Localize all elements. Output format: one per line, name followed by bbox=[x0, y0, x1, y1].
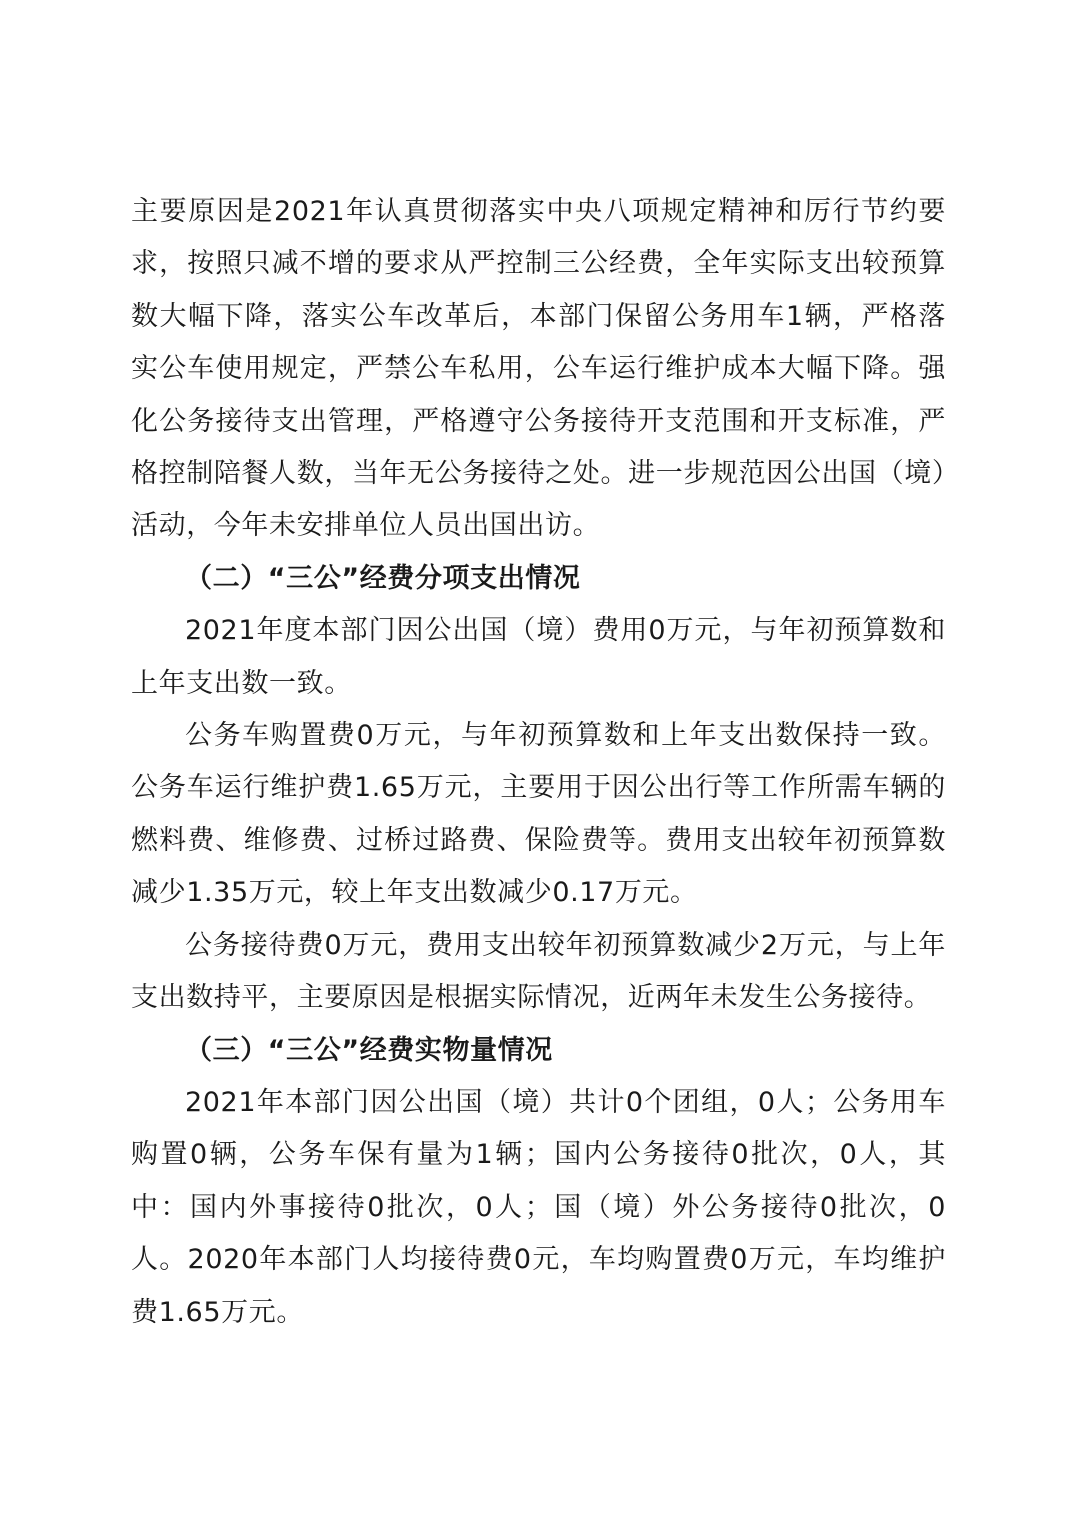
paragraph-overseas-travel: 2021年度本部门因公出国（境）费用0万元，与年初预算数和上年支出数一致。 bbox=[131, 615, 946, 699]
paragraph-physical-quantities: 2021年本部门因公出国（境）共计0个团组，0人；公务用车购置0辆，公务车保有量为1辆；国内公务接待0批次，0人，其中：国内外事接待0批次，0人；国（境）外公务接待0批次，0人。2020年本部门人均接待费0元，车均购置费0万元，车均维护费1.65万元。 bbox=[131, 1086, 946, 1328]
document-body bbox=[131, 186, 946, 1339]
heading-itemized-expenditure: （二）“三公”经费分项支出情况 bbox=[185, 562, 581, 594]
paragraph-main-reason: 主要原因是2021年认真贯彻落实中央八项规定精神和厉行节约要求，按照只减不增的要求从严控制三公经费，全年实际支出较预算数大幅下降，落实公车改革后，本部门保留公务用车1辆，严格落实公车使用规定，严禁公车私用，公车运行维护成本大幅下降。强化公务接待支出管理，严格遵守公务接待开支范围和开支标准，严格控制陪餐人数，当年无公务接待之处。进一步规范因公出国（境）活动，今年未安排单位人员出国出访。 bbox=[131, 196, 946, 542]
paragraph-vehicle-costs: 公务车购置费0万元，与年初预算数和上年支出数保持一致。公务车运行维护费1.65万元，主要用于因公出行等工作所需车辆的燃料费、维修费、过桥过路费、保险费等。费用支出较年初预算数减少1.35万元，较上年支出数减少0.17万元。 bbox=[131, 720, 946, 909]
paragraph-reception-costs: 公务接待费0万元，费用支出较年初预算数减少2万元，与上年支出数持平，主要原因是根据实际情况，近两年未发生公务接待。 bbox=[131, 929, 946, 1014]
heading-physical-quantities: （三）“三公”经费实物量情况 bbox=[185, 1034, 553, 1066]
